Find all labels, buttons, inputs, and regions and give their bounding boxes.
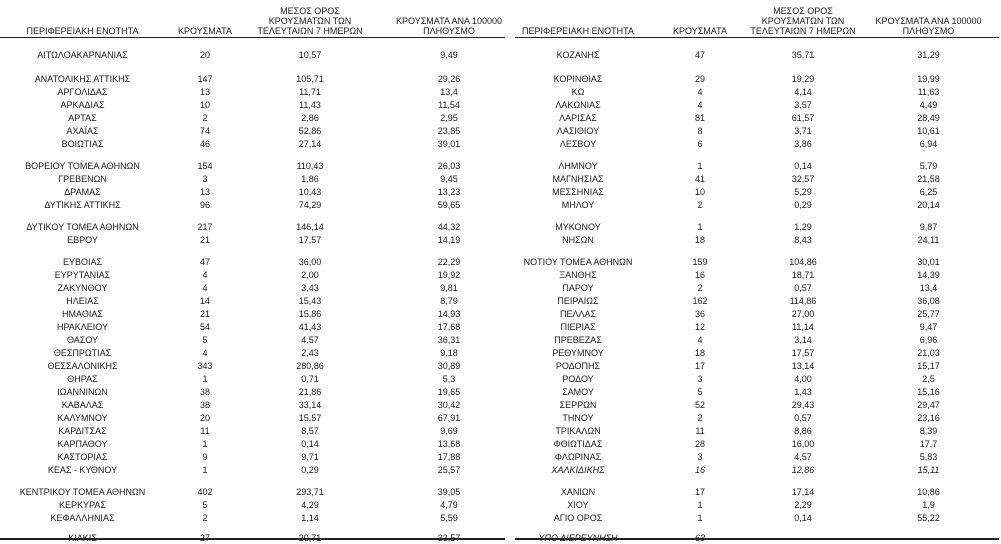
per100k-cell: 44,32 <box>437 222 461 232</box>
per100k-cell: 9,81 <box>440 283 458 293</box>
avg7-cell: 1,14 <box>301 513 319 523</box>
per100k-cell: 15,17 <box>917 361 940 371</box>
per100k-cell: 20,14 <box>917 200 940 210</box>
avg7-cell: 15,43 <box>298 296 322 306</box>
cases-cell: 1 <box>202 374 208 384</box>
cases-cell: 21 <box>199 309 210 319</box>
region-cell: ΦΘΙΩΤΙΔΑΣ <box>553 439 603 449</box>
region-cell: ΙΩΑΝΝΙΝΩΝ <box>57 387 108 397</box>
cases-cell: 1 <box>697 513 703 523</box>
per100k-cell: 26,03 <box>437 161 461 171</box>
cases-cell: 36 <box>694 309 705 319</box>
avg7-cell: 61,57 <box>791 113 815 123</box>
region-cell: ΛΑΡΙΣΑΣ <box>559 113 597 123</box>
cases-cell: 28 <box>694 439 705 449</box>
avg7-cell: 29,43 <box>791 400 815 410</box>
avg7-cell: 104,86 <box>789 257 817 267</box>
cases-cell: 47 <box>694 50 705 60</box>
per100k-cell: 14,19 <box>437 235 461 245</box>
cases-cell: 4 <box>202 283 208 293</box>
per100k-cell: 9,47 <box>919 322 938 332</box>
avg7-cell: 11,14 <box>792 322 814 332</box>
cases-cell: 5 <box>697 387 703 397</box>
per100k-cell: 25,77 <box>917 309 940 319</box>
avg7-cell: 11,43 <box>299 100 321 110</box>
cases-cell: 1 <box>697 222 703 232</box>
cases-cell: 41 <box>694 174 705 184</box>
per100k-cell: 17,68 <box>437 322 461 332</box>
per100k-cell: 22,29 <box>437 257 461 267</box>
per100k-cell: 15,16 <box>917 387 940 397</box>
region-cell: ΔΥΤΙΚΗΣ ΑΤΤΙΚΗΣ <box>44 200 121 210</box>
avg7-cell: 114,86 <box>789 296 817 306</box>
cases-cell: 21 <box>199 235 210 245</box>
avg7-cell: 17,57 <box>791 348 815 358</box>
region-cell: ΛΑΚΩΝΙΑΣ <box>555 100 601 110</box>
avg7-cell: 74,29 <box>298 200 322 210</box>
left-header-avg7: ΜΕΣΟΣ ΟΡΟΣ ΚΡΟΥΣΜΑΤΩΝ ΤΩΝ ΤΕΛΕΥΤΑΙΩΝ 7 ΗΜΕΡΩΝ <box>257 6 363 36</box>
cases-cell: 10 <box>694 187 705 197</box>
avg7-cell: 3,43 <box>301 283 319 293</box>
avg7-cell: 8,43 <box>794 235 812 245</box>
cases-cell: 2 <box>697 413 703 423</box>
avg7-cell: 2,29 <box>794 500 812 510</box>
left-header-cases: ΚΡΟΥΣΜΑΤΑ <box>178 26 232 36</box>
region-cell: ΚΕΦΑΛΛΗΝΙΑΣ <box>50 513 115 523</box>
region-cell: ΚΕΝΤΡΙΚΟΥ ΤΟΜΕΑ ΑΘΗΝΩΝ <box>19 487 146 497</box>
avg7-cell: 110,43 <box>296 161 324 171</box>
region-cell: ΘΕΣΣΑΛΟΝΙΚΗΣ <box>47 361 118 371</box>
cases-cell: 4 <box>697 87 703 97</box>
region-cell: ΡΟΔΟΥ <box>562 374 594 384</box>
avg7-cell: 16,00 <box>791 439 815 449</box>
cases-cell: 1 <box>697 500 703 510</box>
region-cell: ΧΙΟΥ <box>567 500 589 510</box>
right-bottom-rule <box>515 538 999 540</box>
avg7-cell: 1,29 <box>794 222 812 232</box>
cases-cell: 5 <box>202 500 208 510</box>
per100k-cell: 13,4 <box>919 283 938 293</box>
cases-cell: 4 <box>202 270 208 280</box>
per100k-cell: 17,88 <box>437 452 461 462</box>
avg7-cell: 18,71 <box>791 270 815 280</box>
region-cell: ΕΥΡΥΤΑΝΙΑΣ <box>54 270 111 280</box>
region-cell: ΘΗΡΑΣ <box>67 374 98 384</box>
cases-cell: 20 <box>199 413 210 423</box>
avg7-cell: 15,86 <box>298 309 322 319</box>
per100k-cell: 23,16 <box>917 413 940 423</box>
cases-cell: 3 <box>202 174 208 184</box>
per100k-cell: 25,57 <box>437 465 461 475</box>
avg7-cell: 293,71 <box>296 487 324 497</box>
cases-cell: 63 <box>694 533 705 543</box>
cases-cell: 217 <box>197 222 213 232</box>
per100k-cell: 39,01 <box>437 139 461 149</box>
right-header-per100k: ΚΡΟΥΣΜΑΤΑ ΑΝΑ 100000 ΠΛΗΘΥΣΜΟ <box>875 16 982 36</box>
region-cell: ΖΑΚΥΝΘΟΥ <box>57 283 108 293</box>
per100k-cell: 21,58 <box>917 174 940 184</box>
cases-cell: 2 <box>697 283 703 293</box>
per100k-cell: 29,26 <box>437 74 461 84</box>
avg7-cell: 35,71 <box>791 50 815 60</box>
per100k-cell: 30,89 <box>437 361 461 371</box>
cases-cell: 54 <box>199 322 210 332</box>
region-cell: ΒΟΙΩΤΙΑΣ <box>61 139 104 149</box>
cases-cell: 4 <box>202 348 208 358</box>
per100k-cell: 19,92 <box>437 270 461 280</box>
avg7-cell: 2,00 <box>301 270 319 280</box>
region-cell: ΠΕΛΛΑΣ <box>559 309 597 319</box>
cases-cell: 96 <box>199 200 210 210</box>
per100k-cell: 4,79 <box>440 500 458 510</box>
region-cell: ΚΩ <box>571 87 585 97</box>
per100k-cell: 55,22 <box>917 513 940 523</box>
cases-cell: 2 <box>202 113 208 123</box>
avg7-cell: 8,86 <box>794 426 812 436</box>
avg7-cell: 0,29 <box>794 200 812 210</box>
avg7-cell: 15,57 <box>298 413 322 423</box>
region-cell: ΣΑΜΟΥ <box>562 387 594 397</box>
region-cell: ΒΟΡΕΙΟΥ ΤΟΜΕΑ ΑΘΗΝΩΝ <box>25 161 140 171</box>
region-cell: ΝΟΤΙΟΥ ΤΟΜΕΑ ΑΘΗΝΩΝ <box>523 257 633 267</box>
avg7-cell: 4,14 <box>794 87 812 97</box>
region-cell: ΜΑΓΝΗΣΙΑΣ <box>552 174 604 184</box>
region-cell: ΥΠΟ ΔΙΕΡΕΥΝΗΣΗ <box>538 533 618 543</box>
cases-cell: 13 <box>199 87 210 97</box>
cases-cell: 14 <box>199 296 210 306</box>
region-cell: ΚΑΡΠΑΘΟΥ <box>57 439 108 449</box>
avg7-cell: 17,57 <box>298 235 322 245</box>
left-header-per100k: ΚΡΟΥΣΜΑΤΑ ΑΝΑ 100000 ΠΛΗΘΥΣΜΟ <box>396 16 502 36</box>
cases-cell: 27 <box>199 533 210 543</box>
region-cell: ΛΑΣΙΘΙΟΥ <box>556 126 600 136</box>
per100k-cell: 8,39 <box>919 426 938 436</box>
cases-cell: 1 <box>697 161 703 171</box>
per100k-cell: 14,93 <box>437 309 461 319</box>
cases-cell: 74 <box>199 126 210 136</box>
region-cell: ΑΓΙΟ ΟΡΟΣ <box>553 513 603 523</box>
region-cell: ΚΟΖΑΝΗΣ <box>556 50 600 60</box>
avg7-cell: 27,00 <box>791 309 815 319</box>
region-cell: ΗΛΕΙΑΣ <box>66 296 99 306</box>
per100k-cell: 31,29 <box>917 50 940 60</box>
region-cell: ΕΥΒΟΙΑΣ <box>62 257 103 267</box>
avg7-cell: 4,29 <box>301 500 319 510</box>
avg7-cell: 11,71 <box>299 87 321 97</box>
region-cell: ΛΕΣΒΟΥ <box>559 139 597 149</box>
avg7-cell: 20,71 <box>298 533 322 543</box>
cases-cell: 2 <box>697 200 703 210</box>
cases-cell: 1 <box>202 439 208 449</box>
cases-cell: 16 <box>694 270 705 280</box>
avg7-cell: 36,00 <box>298 257 322 267</box>
per100k-cell: 5,59 <box>440 513 458 523</box>
avg7-cell: 0,14 <box>794 513 812 523</box>
avg7-cell: 3,71 <box>794 126 812 136</box>
avg7-cell: 52,86 <box>298 126 322 136</box>
avg7-cell: 280,86 <box>296 361 324 371</box>
region-cell: ΦΛΩΡΙΝΑΣ <box>554 452 602 462</box>
avg7-cell: 32,57 <box>791 174 815 184</box>
right-header-rule <box>515 37 999 38</box>
avg7-cell: 10,43 <box>298 187 322 197</box>
per100k-cell: 28,49 <box>917 113 940 123</box>
cases-cell: 3 <box>697 374 703 384</box>
cases-cell: 16 <box>694 465 705 475</box>
region-cell: ΑΧΑΪΑΣ <box>66 126 99 136</box>
region-cell: ΚΕΡΚΥΡΑΣ <box>59 500 106 510</box>
per100k-cell: 30,01 <box>917 257 940 267</box>
per100k-cell: 23,85 <box>437 126 461 136</box>
avg7-cell: 3,86 <box>794 139 812 149</box>
region-cell: ΛΗΜΝΟΥ <box>558 161 598 171</box>
per100k-cell: 11,54 <box>438 100 460 110</box>
per100k-cell: 21,03 <box>917 348 940 358</box>
cases-cell: 20 <box>199 50 210 60</box>
per100k-cell: 39,05 <box>437 487 461 497</box>
avg7-cell: 27,14 <box>298 139 322 149</box>
avg7-cell: 4,00 <box>794 374 812 384</box>
region-cell: ΜΕΣΣΗΝΙΑΣ <box>552 187 604 197</box>
per100k-cell: 5,83 <box>919 452 938 462</box>
right-header-cases: ΚΡΟΥΣΜΑΤΑ <box>673 26 727 36</box>
avg7-cell: 0,57 <box>794 283 812 293</box>
avg7-cell: 0,14 <box>794 161 812 171</box>
region-cell: ΣΕΡΡΩΝ <box>559 400 597 410</box>
left-header-rule <box>0 37 505 38</box>
per100k-cell: 8,79 <box>440 296 458 306</box>
avg7-cell: 4,57 <box>301 335 319 345</box>
cases-cell: 154 <box>197 161 213 171</box>
cases-cell: 81 <box>694 113 705 123</box>
region-cell: ΧΑΝΙΩΝ <box>560 487 596 497</box>
cases-cell: 38 <box>199 400 210 410</box>
region-cell: ΚΑΡΔΙΤΣΑΣ <box>58 426 107 436</box>
cases-cell: 10 <box>199 100 210 110</box>
avg7-cell: 0,71 <box>301 374 319 384</box>
cases-cell: 12 <box>694 322 705 332</box>
avg7-cell: 0,57 <box>794 413 812 423</box>
cases-cell: 47 <box>199 257 210 267</box>
per100k-cell: 5,79 <box>919 161 938 171</box>
per100k-cell: 29,47 <box>917 400 940 410</box>
per100k-cell: 4,49 <box>919 100 938 110</box>
avg7-cell: 5,29 <box>794 187 812 197</box>
per100k-cell: 9,87 <box>919 222 938 232</box>
cases-cell: 17 <box>694 487 705 497</box>
avg7-cell: 2,43 <box>301 348 319 358</box>
cases-cell: 4 <box>697 335 703 345</box>
per100k-cell: 14,39 <box>917 270 940 280</box>
region-cell: ΑΡΤΑΣ <box>68 113 97 123</box>
per100k-cell: 9,69 <box>440 426 458 436</box>
cases-cell: 46 <box>199 139 210 149</box>
region-cell: ΚΑΣΤΟΡΙΑΣ <box>57 452 108 462</box>
region-cell: ΑΙΤΩΛΟΑΚΑΡΝΑΝΙΑΣ <box>37 50 128 60</box>
per100k-cell: 67,91 <box>437 413 461 423</box>
region-cell: ΜΗΛΟΥ <box>561 200 595 210</box>
per100k-cell: 13,4 <box>440 87 458 97</box>
region-cell: ΠΑΡΟΥ <box>562 283 594 293</box>
region-cell: ΠΙΕΡΙΑΣ <box>560 322 596 332</box>
region-cell: ΗΡΑΚΛΕΙΟΥ <box>56 322 109 332</box>
region-cell: ΑΡΚΑΔΙΑΣ <box>60 100 105 110</box>
region-cell: ΧΑΛΚΙΔΙΚΗΣ <box>551 465 605 475</box>
per100k-cell: 15,11 <box>917 465 940 475</box>
per100k-cell: 2,5 <box>922 374 935 384</box>
region-cell: ΠΡΕΒΕΖΑΣ <box>554 335 602 345</box>
cases-cell: 1 <box>202 465 208 475</box>
cases-cell: 6 <box>697 139 703 149</box>
region-cell: ΘΑΣΟΥ <box>66 335 99 345</box>
region-cell: ΓΡΕΒΕΝΩΝ <box>58 174 107 184</box>
region-cell: ΑΝΑΤΟΛΙΚΗΣ ΑΤΤΙΚΗΣ <box>34 74 131 84</box>
cases-cell: 147 <box>197 74 213 84</box>
avg7-cell: 0,29 <box>301 465 319 475</box>
avg7-cell: 13,14 <box>791 361 815 371</box>
per100k-cell: 17,7 <box>919 439 938 449</box>
region-cell: ΡΕΘΥΜΝΟΥ <box>552 348 604 358</box>
region-cell: ΠΕΙΡΑΙΩΣ <box>557 296 599 306</box>
region-cell: ΤΗΝΟΥ <box>562 413 594 423</box>
avg7-cell: 146,14 <box>296 222 324 232</box>
per100k-cell: 10,61 <box>917 126 940 136</box>
per100k-cell: 9,49 <box>440 50 458 60</box>
per100k-cell: 6,25 <box>919 187 938 197</box>
per100k-cell: 13,68 <box>437 439 461 449</box>
avg7-cell: 4,57 <box>794 452 812 462</box>
cases-cell: 11 <box>695 426 705 436</box>
cases-cell: 4 <box>697 100 703 110</box>
per100k-cell: 19,99 <box>917 74 940 84</box>
per100k-cell: 5,3 <box>442 374 456 384</box>
avg7-cell: 17,14 <box>791 487 815 497</box>
cases-cell: 18 <box>694 348 705 358</box>
region-cell: ΚΟΡΙΝΘΙΑΣ <box>553 74 603 84</box>
region-cell: ΔΥΤΙΚΟΥ ΤΟΜΕΑ ΑΘΗΝΩΝ <box>26 222 139 232</box>
per100k-cell: 1,9 <box>922 500 935 510</box>
region-cell: ΤΡΙΚΑΛΩΝ <box>555 426 601 436</box>
avg7-cell: 3,57 <box>794 100 812 110</box>
per100k-cell: 36,31 <box>437 335 461 345</box>
cases-cell: 17 <box>694 361 705 371</box>
avg7-cell: 105,71 <box>296 74 324 84</box>
per100k-cell: 36,08 <box>917 296 940 306</box>
avg7-cell: 1,43 <box>794 387 812 397</box>
region-cell: ΚΕΑΣ - ΚΥΘΝΟΥ <box>47 465 118 475</box>
region-cell: ΞΑΝΘΗΣ <box>559 270 597 280</box>
cases-cell: 11 <box>200 426 210 436</box>
avg7-cell: 0,14 <box>301 439 319 449</box>
cases-cell: 343 <box>197 361 213 371</box>
avg7-cell: 33,14 <box>298 400 322 410</box>
region-cell: ΚΑΒΑΛΑΣ <box>61 400 104 410</box>
right-header-avg7: ΜΕΣΟΣ ΟΡΟΣ ΚΡΟΥΣΜΑΤΩΝ ΤΩΝ ΤΕΛΕΥΤΑΙΩΝ 7 ΗΜΕΡΩΝ <box>750 6 856 36</box>
per100k-cell: 6,96 <box>919 335 938 345</box>
cases-cell: 8 <box>697 126 703 136</box>
region-cell: ΗΜΑΘΙΑΣ <box>62 309 103 319</box>
per100k-cell: 13,23 <box>437 187 461 197</box>
right-header-region: ΠΕΡΙΦΕΡΕΙΑΚΗ ΕΝΟΤΗΤΑ <box>521 26 635 36</box>
cases-cell: 29 <box>694 74 705 84</box>
avg7-cell: 10,57 <box>298 50 322 60</box>
cases-cell: 3 <box>697 452 703 462</box>
avg7-cell: 3,14 <box>794 335 812 345</box>
avg7-cell: 9,71 <box>301 452 319 462</box>
region-cell: ΘΕΣΠΡΩΤΙΑΣ <box>53 348 112 358</box>
per100k-cell: 9,45 <box>440 174 458 184</box>
avg7-cell: 12,86 <box>791 465 815 475</box>
cases-cell: 2 <box>202 513 208 523</box>
region-cell: ΜΥΚΟΝΟΥ <box>555 222 601 232</box>
region-cell: ΚΙΛΚΙΣ <box>68 533 97 543</box>
avg7-cell: 41,43 <box>298 322 322 332</box>
cases-cell: 18 <box>694 235 705 245</box>
per100k-cell: 19,65 <box>437 387 461 397</box>
avg7-cell: 8,57 <box>301 426 319 436</box>
cases-cell: 38 <box>199 387 210 397</box>
avg7-cell: 2,86 <box>301 113 319 123</box>
cases-cell: 5 <box>202 335 208 345</box>
per100k-cell: 33,57 <box>437 533 461 543</box>
avg7-cell: 21,86 <box>298 387 322 397</box>
per100k-cell: 10,86 <box>917 487 940 497</box>
region-cell: ΚΑΛΥΜΝΟΥ <box>57 413 108 423</box>
region-cell: ΔΡΑΜΑΣ <box>64 187 101 197</box>
region-cell: ΡΟΔΟΠΗΣ <box>555 361 601 371</box>
cases-cell: 9 <box>202 452 208 462</box>
left-bottom-rule <box>0 538 505 540</box>
cases-cell: 402 <box>197 487 213 497</box>
per100k-cell: 30,42 <box>437 400 461 410</box>
region-cell: ΝΗΣΩΝ <box>562 235 594 245</box>
avg7-cell: 19,29 <box>791 74 815 84</box>
cases-cell: 159 <box>692 257 708 267</box>
cases-cell: 13 <box>199 187 210 197</box>
per100k-cell: 9,18 <box>440 348 458 358</box>
per100k-cell: 11,63 <box>917 87 940 97</box>
avg7-cell: 1,86 <box>301 174 319 184</box>
cases-cell: 162 <box>692 296 708 306</box>
per100k-cell: 6,94 <box>919 139 938 149</box>
per100k-cell: 2,95 <box>440 113 458 123</box>
left-header-region: ΠΕΡΙΦΕΡΕΙΑΚΗ ΕΝΟΤΗΤΑ <box>26 26 139 36</box>
region-cell: ΑΡΓΟΛΙΔΑΣ <box>57 87 108 97</box>
per100k-cell: 59,65 <box>437 200 461 210</box>
region-cell: ΕΒΡΟΥ <box>67 235 98 245</box>
per100k-cell: 24,11 <box>917 235 940 245</box>
cases-cell: 52 <box>694 400 705 410</box>
